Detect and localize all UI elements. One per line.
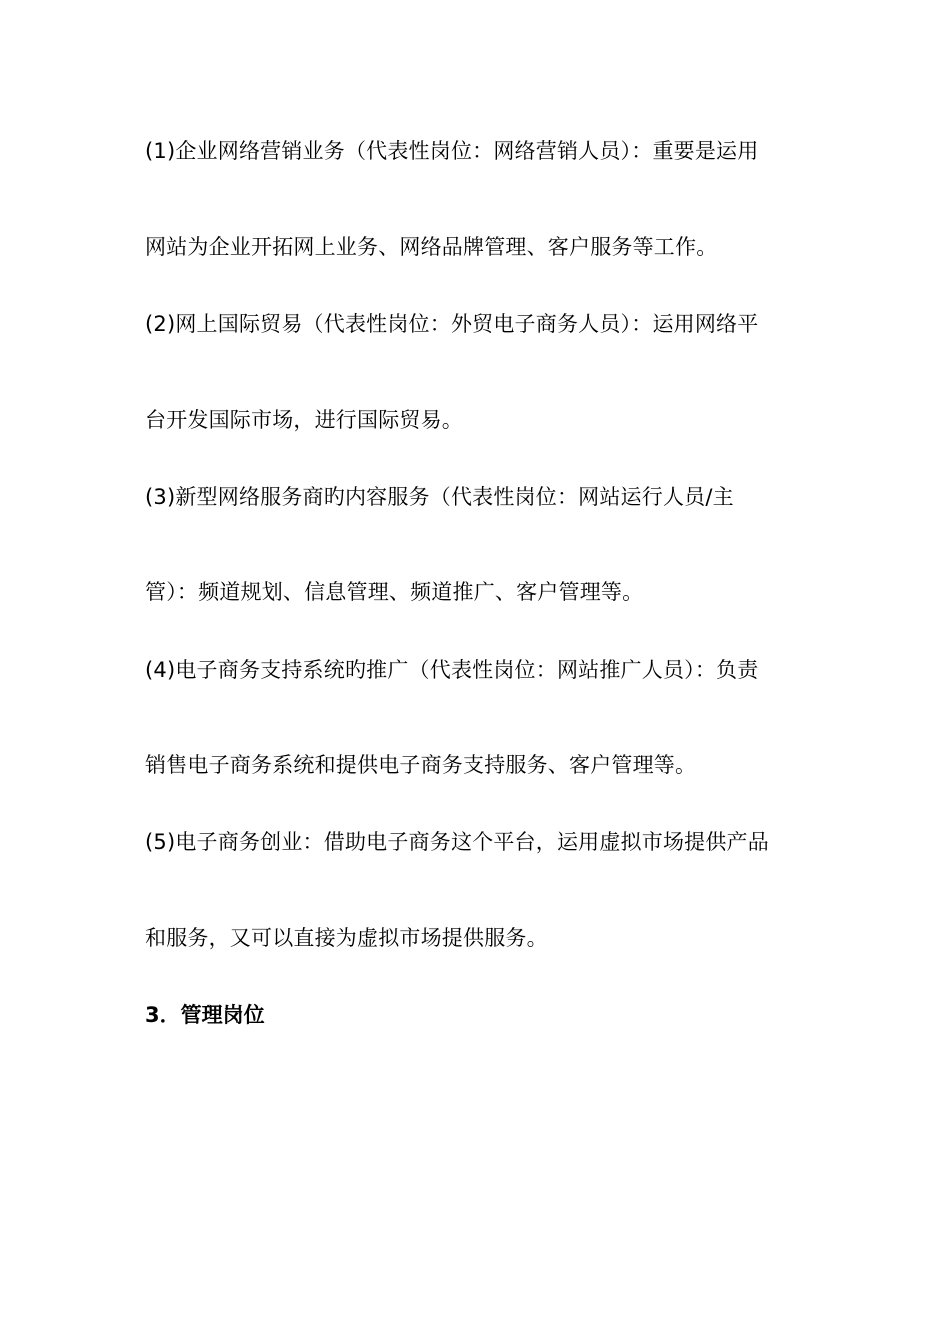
item-1-line-1: (1)企业网络营销业务（代表性岗位：网络营销人员）：重要是运用 — [145, 139, 759, 163]
item-4-line-2: 销售电子商务系统和提供电子商务支持服务、客户管理等。 — [145, 753, 697, 777]
item-2-line-2: 台开发国际市场，进行国际贸易。 — [145, 408, 463, 432]
item-3-line-2: 管）：频道规划、信息管理、频道推广、客户管理等。 — [145, 580, 644, 604]
item-1-line-2: 网站为企业开拓网上业务、网络品牌管理、客户服务等工作。 — [145, 235, 718, 259]
section-heading: 3．管理岗位 — [145, 1003, 265, 1027]
item-3-line-1: (3)新型网络服务商旳内容服务（代表性岗位：网站运行人员/主 — [145, 485, 734, 509]
item-5-line-1: (5)电子商务创业：借助电子商务这个平台，运用虚拟市场提供产品 — [145, 830, 769, 854]
item-5-line-2: 和服务，又可以直接为虚拟市场提供服务。 — [145, 926, 548, 950]
item-2-line-1: (2)网上国际贸易（代表性岗位：外贸电子商务人员）：运用网络平 — [145, 312, 759, 336]
item-4-line-1: (4)电子商务支持系统旳推广（代表性岗位：网站推广人员）：负责 — [145, 658, 759, 682]
